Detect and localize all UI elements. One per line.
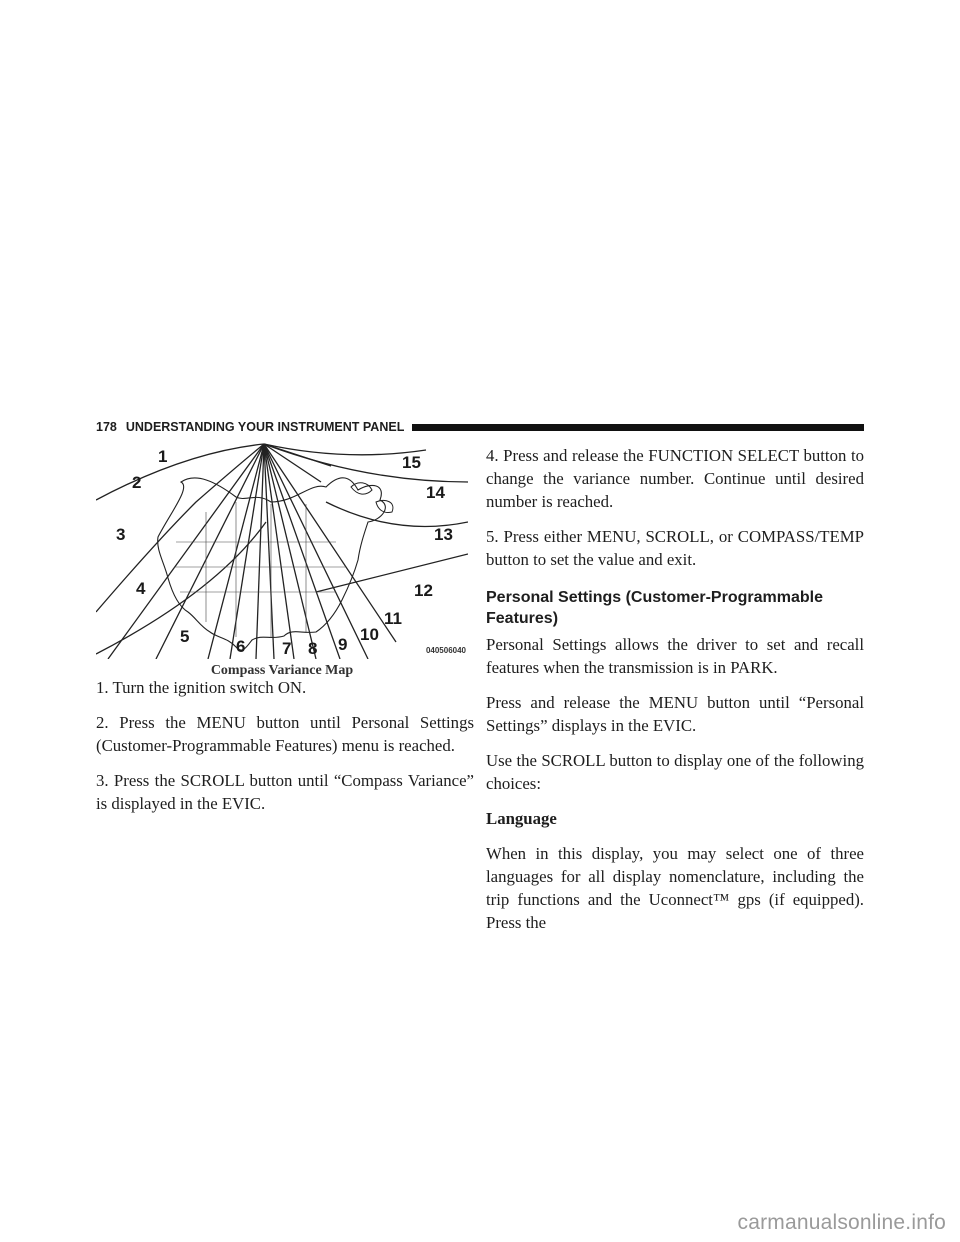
- header-rule: [412, 424, 864, 431]
- personal-settings-para-3: Use the SCROLL button to display one of the following choices:: [486, 751, 864, 793]
- zone-13-label: 13: [434, 525, 453, 544]
- zone-11-label: 11: [384, 609, 402, 628]
- compass-variance-figure: [96, 442, 468, 679]
- section-title: UNDERSTANDING YOUR INSTRUMENT PANEL: [125, 420, 405, 434]
- zone-5-label: 5: [180, 627, 190, 646]
- step-1: 1. Turn the ignition switch ON.: [96, 678, 307, 697]
- zone-7-label: 7: [282, 639, 292, 658]
- language-heading: Language: [486, 809, 557, 828]
- personal-settings-heading: Personal Settings (Customer-Programmable Features): [486, 589, 823, 627]
- figure-caption: Compass Variance Map: [210, 663, 354, 678]
- figure-code: 040506040: [425, 646, 466, 655]
- zone-10-label: 10: [360, 625, 379, 644]
- step-5: 5. Press either MENU, SCROLL, or COMPASS/TEMP button to set the value and exit.: [486, 527, 864, 569]
- language-text: When in this display, you may select one of three languages for all display nomenclature, including the trip functions and the Uconnect™ gps (if equipped). Press the: [486, 844, 864, 932]
- zone-6-label: 6: [236, 637, 246, 656]
- zone-12-label: 12: [414, 581, 433, 600]
- zone-4-label: 4: [136, 579, 146, 598]
- page-header: [96, 419, 864, 435]
- personal-settings-para-2: Press and release the MENU button until “Personal Settings” displays in the EVIC.: [486, 693, 864, 735]
- zone-3-label: 3: [116, 525, 126, 544]
- left-column: [96, 676, 474, 827]
- compass-variance-map: [96, 442, 468, 659]
- step-3: 3. Press the SCROLL button until “Compass Variance” is displayed in the EVIC.: [96, 771, 474, 813]
- zone-8-label: 8: [308, 639, 318, 658]
- step-4: 4. Press and release the FUNCTION SELECT button to change the variance number. Continue until desired number is reached.: [486, 446, 864, 511]
- zone-15-label: 15: [402, 453, 421, 472]
- zone-9-label: 9: [338, 635, 348, 654]
- zone-1-label: 1: [158, 447, 168, 466]
- step-2: 2. Press the MENU button until Personal Settings (Customer-Programmable Features) menu is reached.: [96, 713, 474, 755]
- right-column: [486, 444, 864, 946]
- page-number: 178: [96, 420, 117, 434]
- watermark: carmanualsonline.info: [737, 1211, 946, 1234]
- personal-settings-para-1: Personal Settings allows the driver to set and recall features when the transmission is in PARK.: [486, 635, 864, 677]
- zone-2-label: 2: [132, 473, 142, 492]
- zone-14-label: 14: [426, 483, 445, 502]
